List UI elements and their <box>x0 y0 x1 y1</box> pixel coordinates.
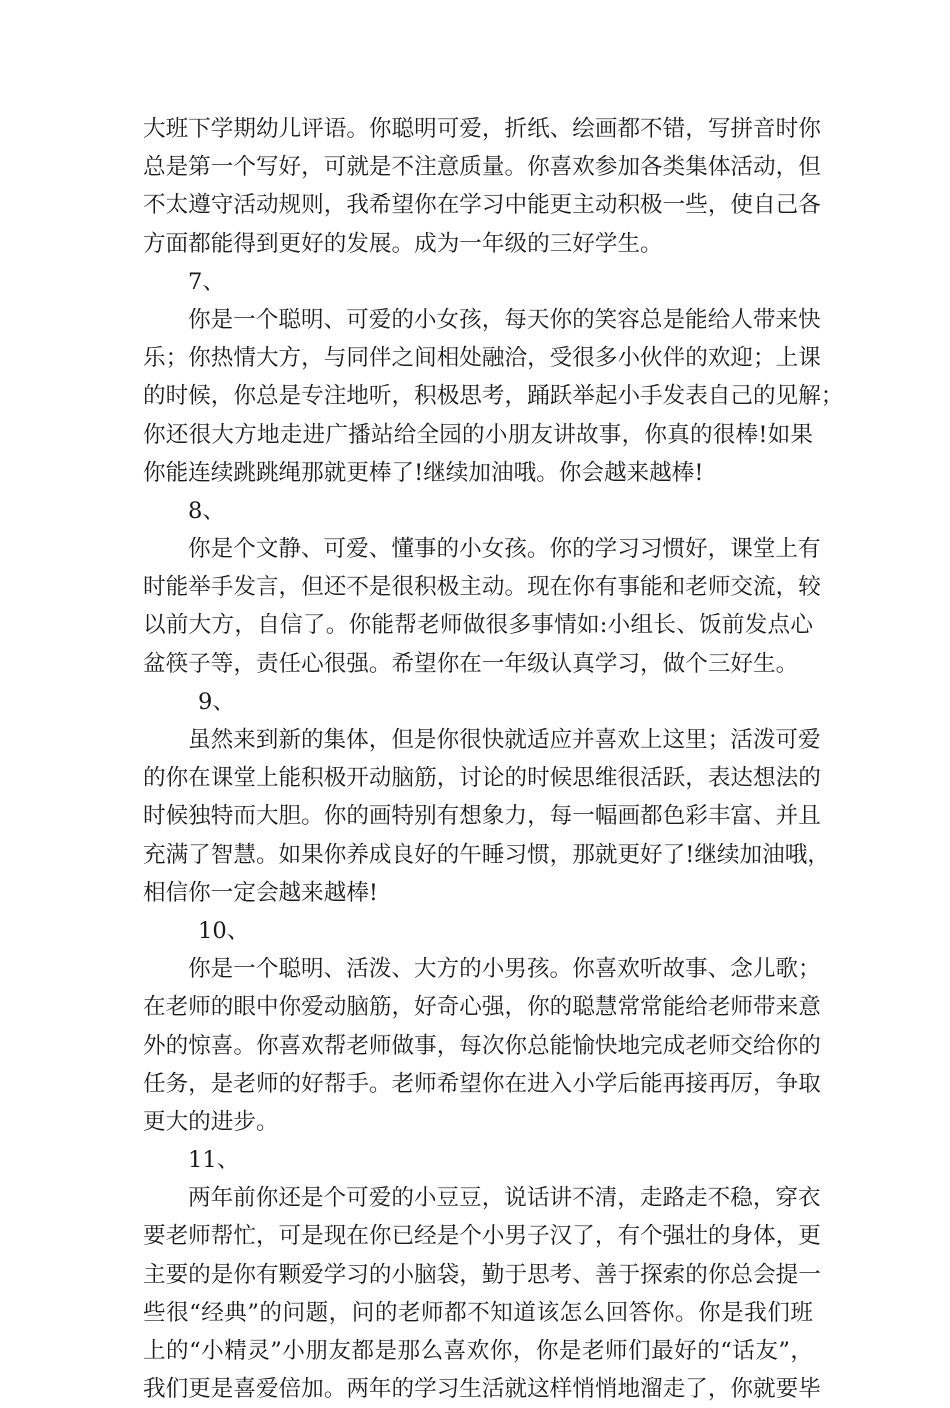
comment-number: 10、 <box>198 917 250 944</box>
paragraph-first-line: 虽然来到新的集体，但是你很快就适应并喜欢上这里；活泼可爱 <box>188 727 821 753</box>
paragraph-line: 盆筷子等，责任心很强。希望你在一年级认真学习，做个三好生。 <box>143 650 799 677</box>
paragraph-line: 任务，是老师的好帮手。老师希望你在进入小学后能再接再厉，争取 <box>143 1070 821 1097</box>
comment-number: 8、 <box>188 497 225 524</box>
paragraph-line: 乐；你热情大方，与同伴之间相处融洽，受很多小伙伴的欢迎；上课 <box>143 345 821 372</box>
paragraph-line: 你能连续跳跳绳那就更棒了!继续加油哦。你会越来越棒! <box>143 459 704 486</box>
paragraph-line: 以前大方，自信了。你能帮老师做很多事情如:小组长、饭前发点心 <box>143 612 813 639</box>
paragraph-first-line: 你是一个聪明、活泼、大方的小男孩。你喜欢听故事、念儿歌； <box>188 956 821 983</box>
paragraph-line: 你还很大方地走进广播站给全园的小朋友讲故事，你真的很棒!如果 <box>143 421 813 448</box>
paragraph-line: 在老师的眼中你爱动脑筋，好奇心强，你的聪慧常常能给老师带来意 <box>143 994 821 1021</box>
paragraph-line: 不太遵守活动规则，我希望你在学习中能更主动积极一些，使自己各 <box>143 192 821 219</box>
comment-number: 11、 <box>188 1147 240 1174</box>
paragraph-line: 总是第一个写好，可就是不注意质量。你喜欢参加各类集体活动，但 <box>143 154 821 181</box>
paragraph-line: 相信你一定会越来越棒! <box>143 879 379 906</box>
paragraph-first-line: 你是一个聪明、可爱的小女孩，每天你的笑容总是能给人带来快 <box>188 306 821 333</box>
paragraph-line: 大班下学期幼儿评语。你聪明可爱，折纸、绘画都不错，写拼音时你 <box>143 116 821 142</box>
paragraph-line: 外的惊喜。你喜欢帮老师做事，每次你总能愉快地完成老师交给你的 <box>143 1032 821 1059</box>
paragraph-line: 要老师帮忙，可是现在你已经是个小男子汉了，有个强壮的身体，更 <box>143 1223 821 1250</box>
comment-number: 9、 <box>198 688 235 715</box>
paragraph-line: 时候独特而大胆。你的画特别有想象力，每一幅画都色彩丰富、并且 <box>143 803 821 830</box>
comment-number: 7、 <box>188 268 225 295</box>
paragraph-line: 的时候，你总是专注地听，积极思考，踊跃举起小手发表自己的见解； <box>143 383 844 410</box>
paragraph-line: 时能举手发言，但还不是很积极主动。现在你有事能和老师交流，较 <box>143 574 821 601</box>
paragraph-line: 充满了智慧。如果你养成良好的午睡习惯，那就更好了!继续加油哦， <box>143 841 830 868</box>
document-page <box>143 110 844 1408</box>
paragraph-line: 主要的是你有颗爱学习的小脑袋，勤于思考、善于探索的你总会提一 <box>143 1261 821 1288</box>
paragraph-line: 方面都能得到更好的发展。成为一年级的三好学生。 <box>143 230 663 257</box>
paragraph-line: 上的“小精灵”小朋友都是那么喜欢你，你是老师们最好的“话友”， <box>143 1338 813 1364</box>
paragraph-line: 我们更是喜爱倍加。两年的学习生活就这样悄悄地溜走了，你就要毕 <box>143 1376 821 1403</box>
paragraph-first-line: 你是个文静、可爱、懂事的小女孩。你的学习习惯好，课堂上有 <box>188 536 821 563</box>
paragraph-first-line: 两年前你还是个可爱的小豆豆，说话讲不清，走路走不稳，穿衣 <box>188 1185 821 1212</box>
paragraph-line: 更大的进步。 <box>143 1108 279 1135</box>
paragraph-line: 些很“经典”的问题，问的老师都不知道该怎么回答你。你是我们班 <box>143 1299 813 1326</box>
paragraph-line: 的你在课堂上能积极开动脑筋，讨论的时候思维很活跃，表达想法的 <box>143 765 821 792</box>
